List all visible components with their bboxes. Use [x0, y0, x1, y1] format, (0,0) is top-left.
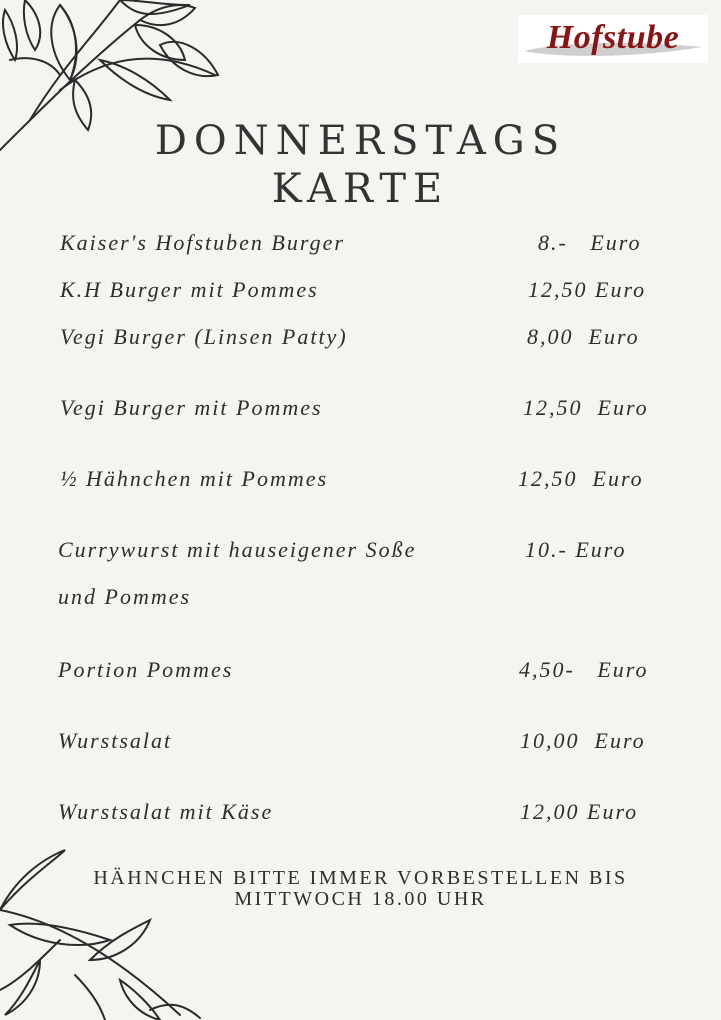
menu-item-name-line2: und Pommes	[58, 584, 192, 609]
menu-item-price: 8.- Euro	[538, 230, 642, 255]
menu-item-price: 12,00 Euro	[520, 799, 639, 824]
menu-item-name: Currywurst mit hauseigener Soße	[58, 537, 417, 562]
menu-item-name: Vegi Burger mit Pommes	[60, 395, 323, 420]
menu-item-price: 12,50 Euro	[523, 395, 649, 420]
menu-item-name: Wurstsalat mit Käse	[58, 799, 274, 824]
preorder-notice	[40, 868, 681, 910]
menu-item-price: 10.- Euro	[525, 537, 627, 562]
page-title-line2: KARTE	[271, 166, 450, 212]
menu-item-price: 12,50 Euro	[518, 466, 644, 491]
menu-item-price: 10,00 Euro	[520, 728, 646, 753]
logo-text: Hofstube	[546, 19, 680, 56]
menu-item-name: ½ Hähnchen mit Pommes	[60, 466, 329, 491]
menu-item-name: Wurstsalat	[58, 728, 173, 753]
menu-item-name: Portion Pommes	[58, 657, 234, 682]
notice-line1: HÄHNCHEN BITTE IMMER VORBESTELLEN BIS	[93, 867, 628, 889]
menu-item-price: 4,50- Euro	[519, 657, 649, 682]
menu-item-price: 8,00 Euro	[527, 324, 640, 349]
menu-item-name: Kaiser's Hofstuben Burger	[60, 230, 345, 255]
menu-item-name: K.H Burger mit Pommes	[60, 277, 319, 302]
hofstube-logo	[518, 15, 708, 63]
menu-item-price: 12,50 Euro	[528, 277, 647, 302]
menu-item-name: Vegi Burger (Linsen Patty)	[60, 324, 348, 349]
notice-line2: MITTWOCH 18.00 UHR	[234, 888, 487, 910]
page-title-line1: DONNERSTAGS	[154, 118, 567, 164]
